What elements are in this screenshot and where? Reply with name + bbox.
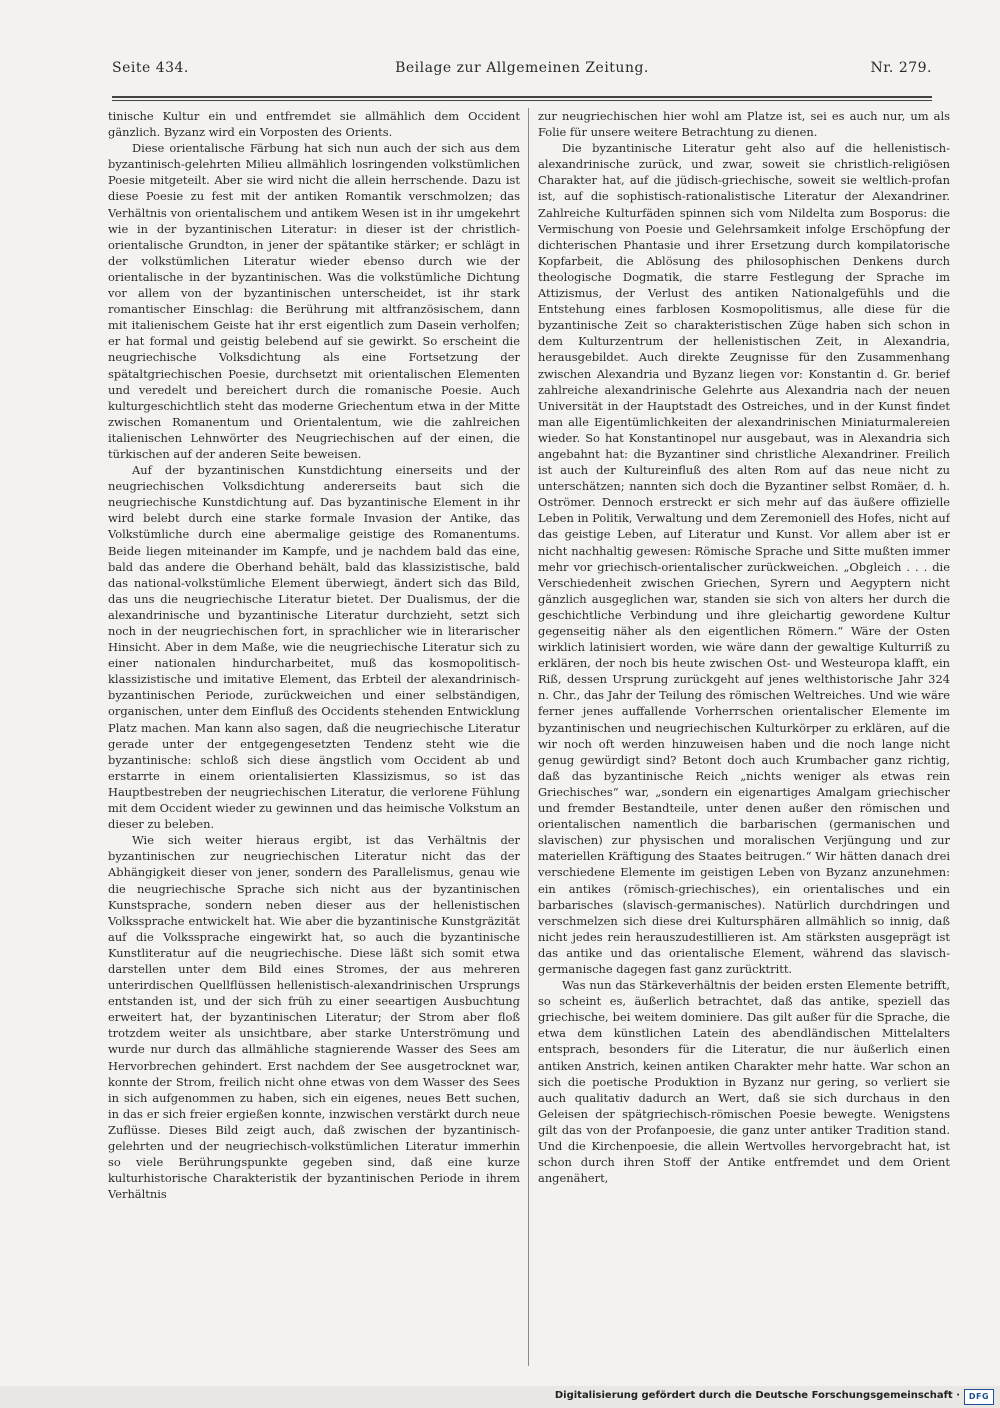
- paragraph: Was nun das Stärkeverhältnis der beiden ersten Elemente betrifft, so scheint es, äußerlich betrachtet, daß das antike, speziell das griechische, bei weitem dominiere. Das gilt außer für die Sprache, die etwa dem künstlichen Latein des abendländischen Mittelalters entsprach, besonders für die Literatur, die nur äußerlich einen antiken Anstrich, keinen antiken Charakter mehr hatte. War schon an sich die poetische Produktion in Byzanz nur gering, so verliert sie auch qualitativ dadurch an Wert, daß sie sich durchaus in den Geleisen der spätgriechisch-römischen Poesie bewegte. Wenigstens gilt das von der Profanpoesie, die ganz unter antiker Tradition stand. Und die Kirchenpoesie, die allein Wertvolles hervorgebracht hat, ist schon durch ihren Stoff der Antike entfremdet und dem Orient angenähert,: [538, 978, 950, 1186]
- issue-number: Nr. 279.: [870, 60, 932, 76]
- paragraph: Die byzantinische Literatur geht also auf die hellenistisch-alexandrinische zurück, und zwar, soweit sie christlich-religiösen Charakter hat, auf die jüdisch-griechische, soweit sie weltlich-profan ist, auf die sophistisch-rationalistische Literatur der Alexandriner. Zahlreiche Kulturfäden spinnen sich vom Nildelta zum Bosporus: die Vermischung von Poesie und Gelehrsamkeit infolge Erschöpfung der dichterischen Phantasie und ihrer Ersetzung durch kompilatorische Kopfarbeit, die Ablösung des philosophischen Denkens durch theologische Dogmatik, die starre Festlegung der Sprache im Attizismus, der Verlust des antiken Nationalgefühls und die Entstehung eines farblosen Kosmopolitismus, alle diese für die byzantinische Zeit so charakteristischen Züge haben sich schon in dem Kulturzentrum der hellenistischen Zeit, in Alexandria, herausgebildet. Auch direkte Zeugnisse für den Zusammenhang zwischen Alexandria und Byzanz liegen vor: Konstantin d. Gr. berief zahlreiche alexandrinische Gelehrte aus Alexandria nach der neuen Universität in der Hauptstadt des Ostreiches, und in der Kunst findet man alle Eigentümlichkeiten der alexandrinischen Miniaturmalereien wieder. So hat Konstantinopel nur ausgebaut, was in Alexandria sich angebahnt hat: die Byzantiner sind christliche Alexandriner. Freilich ist auch der Kultureinfluß des alten Rom auf das neue nicht zu unterschätzen; nannten sich doch die Byzantiner selbst Romäer, d. h. Oströmer. Dennoch erstreckt er sich mehr auf das äußere offizielle Leben in Politik, Verwaltung und dem Zeremoniell des Hofes, nicht auf das geistige Leben, auf Literatur und Kunst. Vor allem aber ist er nicht nachhaltig gewesen: Römische Sprache und Sitte mußten immer mehr vor griechisch-orientalischer zurückweichen. „Obgleich . . . die Verschiedenheit zwischen Griechen, Syrern und Aegyptern nicht gänzlich ausgeglichen war, standen sie sich von alters her durch die geschichtliche Verbindung und ihre gleichartig gewordene Kultur gegenseitig näher als den eigentlichen Römern.“ Wäre der Osten wirklich latinisiert worden, wie wäre dann der gewaltige Kulturriß zu erklären, der noch bis heute zwischen Ost- und Westeuropa klafft, ein Riß, dessen Ursprung zurückgeht auf jenes welthistorische Jahr 324 n. Chr., das Jahr der Teilung des römischen Weltreiches. Und wie wäre ferner jenes auffallende Vorherrschen orientalischer Elemente im byzantinischen und neugriechischen Kulturkörper zu erklären, auf die wir noch oft werden hinzuweisen haben und die noch lange nicht genug gewürdigt sind? Betont doch auch Krumbacher ganz richtig, daß das byzantinische Reich „nichts weniger als etwas rein Griechisches“ war, „sondern ein eigenartiges Amalgam griechischer und fremder Bestandteile, unter denen außer den römischen und orientalischen namentlich die barbarischen (germanischen und slavischen) zur physischen und moralischen Verjüngung und zur materiellen Kräftigung des Staates beitrugen.“ Wir hätten danach drei verschiedene Elemente im geistigen Leben von Byzanz anzunehmen: ein antikes (römisch-griechisches), ein orientalisches und ein barbarisches (slavisch-germanisches). Natürlich durchdringen und verschmelzen sich diese drei Kultursphären allmählich so innig, daß nicht jedes rein herauszudestillieren ist. Am stärksten ausgeprägt ist das antike und das orientalische Element, während das slavisch-germanische dagegen fast ganz zurücktritt.: [538, 141, 950, 976]
- paragraph: Auf der byzantinischen Kunstdichtung einerseits und der neugriechischen Volksdichtung andererseits baut sich die neugriechische Kunstdichtung auf. Das byzantinische Element in ihr wird belebt durch eine starke formale Invasion der Antike, das Volkstümliche durch eine abermalige geistige des Romanentums. Beide liegen miteinander im Kampfe, und je nachdem bald das eine, bald das andere die Oberhand behält, bald das klassizistische, bald das national-volkstümliche Element überwiegt, ändert sich das Bild, das uns die neugriechische Literatur bietet. Der Dualismus, der die alexandrinische und byzantinische Literatur durchzieht, setzt sich noch in der neugriechischen fort, in sprachlicher wie in literarischer Hinsicht. Aber in dem Maße, wie die neugriechische Literatur sich zu einer nationalen hindurcharbeitet, muß das kosmopolitisch-klassizistische und imitative Element, das Erbteil der alexandrinisch-byzantinischen Periode, zurückweichen und einer selbständigen, organischen, unter dem Einfluß des Occidents stehenden Entwicklung Platz machen. Man kann also sagen, daß die neugriechische Literatur gerade unter der entgegengesetzten Tendenz steht wie die byzantinische: schloß sich diese ängstlich vom Occident ab und erstarrte in einem orientalisierten Klassizismus, so ist das Hauptbestreben der neugriechischen Literatur, die verlorene Fühlung mit dem Occident wieder zu gewinnen und das heimische Volkstum an dieser zu beleben.: [108, 463, 520, 832]
- paragraph: tinische Kultur ein und entfremdet sie allmählich dem Occident gänzlich. Byzanz wird ein Vorposten des Orients.: [108, 109, 520, 140]
- paragraph: zur neugriechischen hier wohl am Platze ist, sei es auch nur, um als Folie für unsere weitere Betrachtung zu dienen.: [538, 109, 950, 140]
- page-header: [112, 60, 932, 84]
- header-rule: [112, 96, 932, 101]
- paragraph: Wie sich weiter hieraus ergibt, ist das Verhältnis der byzantinischen zur neugriechischen Literatur nicht das der Abhängigkeit dieser von jener, sondern des Parallelismus, genau wie die neugriechische Sprache sich nicht aus der byzantinischen Kunstsprache, sondern neben dieser aus der hellenistischen Volkssprache entwickelt hat. Wie aber die byzantinische Kunstgräzität auf die Volkssprache eingewirkt hat, so auch die byzantinische Kunstliteratur auf die neugriechische. Diese läßt sich somit etwa darstellen unter dem Bild eines Stromes, der aus mehreren unterirdischen Quellflüssen hellenistisch-alexandrinischen Ursprungs entstanden ist, und der sich früh zu einer seeartigen Ausbuchtung erweitert hat, der byzantinischen Literatur; der Strom aber floß trotzdem weiter als unsichtbare, aber starke Unterströmung und wurde nur durch das allmähliche stagnierende Wasser des Sees am Hervorbrechen gehindert. Erst nachdem der See ausgetrocknet war, konnte der Strom, freilich nicht ohne etwas von dem Wasser des Sees in sich aufgenommen zu haben, sich ein eigenes, neues Bett suchen, in das er sich freier ergießen konnte, inzwischen verstärkt durch neue Zuflüsse. Dieses Bild zeigt auch, daß zwischen der byzantinisch-gelehrten und der neugriechisch-volkstümlichen Literatur immerhin so viele Berührungspunkte gegeben sind, daß eine kurze kulturhistorische Charakteristik der byzantinischen Periode in ihrem Verhältnis: [108, 833, 520, 1202]
- dfg-logo: DFG: [964, 1389, 994, 1405]
- paragraph: Diese orientalische Färbung hat sich nun auch der sich aus dem byzantinisch-gelehrten Milieu allmählich losringenden volkstümlichen Poesie mitgeteilt. Aber sie wird nicht die allein herrschende. Dazu ist diese Poesie zu fest mit der antiken Romantik verschmolzen; das Verhältnis von orientalischem und antikem Wesen ist in ihr umgekehrt wie in der byzantinischen Literatur: in dieser ist der christlich-orientalische Grundton, in jener der spätantike stärker; er schlägt in der volkstümlichen Literatur wieder ebenso durch wie der orientalische in der byzantinischen. Was die volkstümliche Dichtung vor allem von der byzantinischen unterscheidet, ist ihr stark romantischer Einschlag: die Berührung mit altfranzösischem, dann mit italienischem Geiste hat ihr erst eigentlich zum Dasein verholfen; er hat formal und geistig belebend auf sie gewirkt. So erscheint die neugriechische Volksdichtung als eine Fortsetzung der spätaltgriechischen Poesie, durchsetzt mit orientalischen Elementen und veredelt und bereichert durch die romanische Poesie. Auch kulturgeschichtlich steht das moderne Griechentum etwa in der Mitte zwischen Romanentum und Orientalentum, wie die zahlreichen italienischen Lehnwörter des Neugriechischen auf der einen, die türkischen auf der anderen Seite beweisen.: [108, 141, 520, 461]
- column-divider: [528, 108, 529, 1366]
- funding-credit: Digitalisierung gefördert durch die Deutsche Forschungsgemeinschaft ·: [554, 1390, 960, 1401]
- right-column: [538, 108, 950, 1366]
- digitization-footer: [0, 1386, 1000, 1408]
- publication-title: Beilage zur Allgemeinen Zeitung.: [395, 60, 649, 76]
- page-number: Seite 434.: [112, 60, 189, 76]
- left-column: [108, 108, 520, 1366]
